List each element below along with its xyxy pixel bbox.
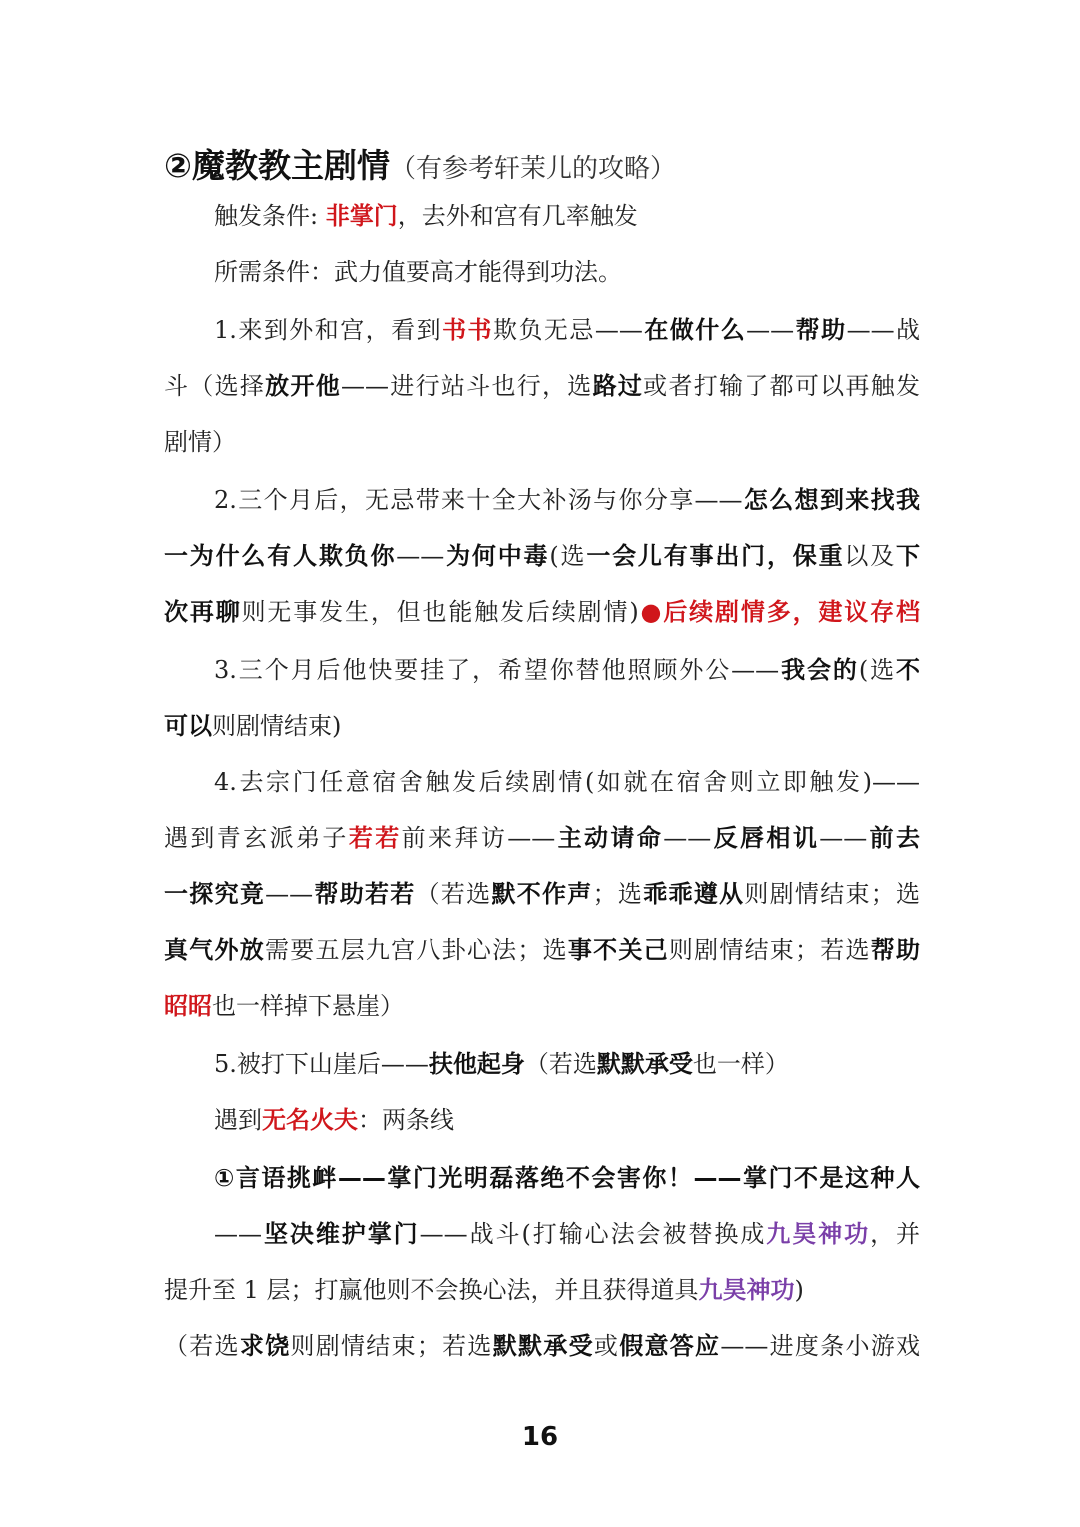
step4-line3: 一探究竟——帮助若若（若选默不作声；选乖乖遵从则剧情结束；选 — [164, 880, 921, 908]
step2-line3: 次再聊则无事发生，但也能触发后续剧情)●后续剧情多，建议存档 — [164, 598, 920, 626]
step1-line2: 斗（选择放开他——进行站斗也行，选路过或者打输了都可以再触发 — [164, 372, 921, 400]
branch1-line1: ①言语挑衅——掌门光明磊落绝不会害你！——掌门不是这种人 — [214, 1164, 920, 1192]
trigger-highlight: 非掌门 — [325, 202, 398, 230]
step3-line2: 可以则剧情结束) — [164, 712, 342, 740]
required-condition: 所需条件：武力值要高才能得到功法。 — [214, 258, 622, 286]
step5-line2: 遇到无名火夫：两条线 — [214, 1106, 454, 1134]
branch1-line4: （若选求饶则剧情结束；若选默默承受或假意答应——进度条小游戏 — [164, 1332, 921, 1360]
branch1-line3: 提升至 1 层；打赢他则不会换心法，并且获得道具九昊神功) — [164, 1276, 804, 1304]
save-advice: ●后续剧情多，建议存档 — [638, 598, 920, 626]
step4-line1: 4.去宗门任意宿舍触发后续剧情(如就在宿舍则立即触发)—— — [214, 768, 920, 796]
step4-line5: 昭昭也一样掉下悬崖） — [164, 992, 404, 1020]
branch1-line2: ——坚决维护掌门——战斗(打输心法会被替换成九昊神功，并 — [214, 1220, 921, 1248]
step3-line1: 3.三个月后他快要挂了，希望你替他照顾外公——我会的(选不 — [214, 656, 921, 684]
step2-line2: 一为什么有人欺负你——为何中毒(选一会儿有事出门，保重以及下 — [164, 542, 921, 570]
section-note: （有参考轩茉儿的攻略） — [389, 154, 676, 184]
step5-line1: 5.被打下山崖后——扶他起身（若选默默承受也一样） — [214, 1050, 789, 1078]
step2-line1: 2.三个月后，无忌带来十全大补汤与你分享——怎么想到来找我 — [214, 486, 920, 514]
step4-line4: 真气外放需要五层九宫八卦心法；选事不关己则剧情结束；若选帮助 — [164, 936, 921, 964]
step4-line2: 遇到青玄派弟子若若前来拜访——主动请命——反唇相讥——前去 — [164, 824, 921, 852]
section-title: ②魔教教主剧情 — [164, 146, 390, 185]
trigger-condition: 触发条件: 非掌门，去外和宫有几率触发 — [214, 202, 638, 230]
step1-line3: 剧情） — [164, 428, 236, 456]
npc-highlight: 无名火夫 — [262, 1106, 358, 1134]
section-heading — [164, 140, 676, 187]
page-number: 16 — [521, 1422, 559, 1452]
step1-line1: 1.来到外和宫，看到书书欺负无忌——在做什么——帮助——战 — [214, 316, 921, 344]
